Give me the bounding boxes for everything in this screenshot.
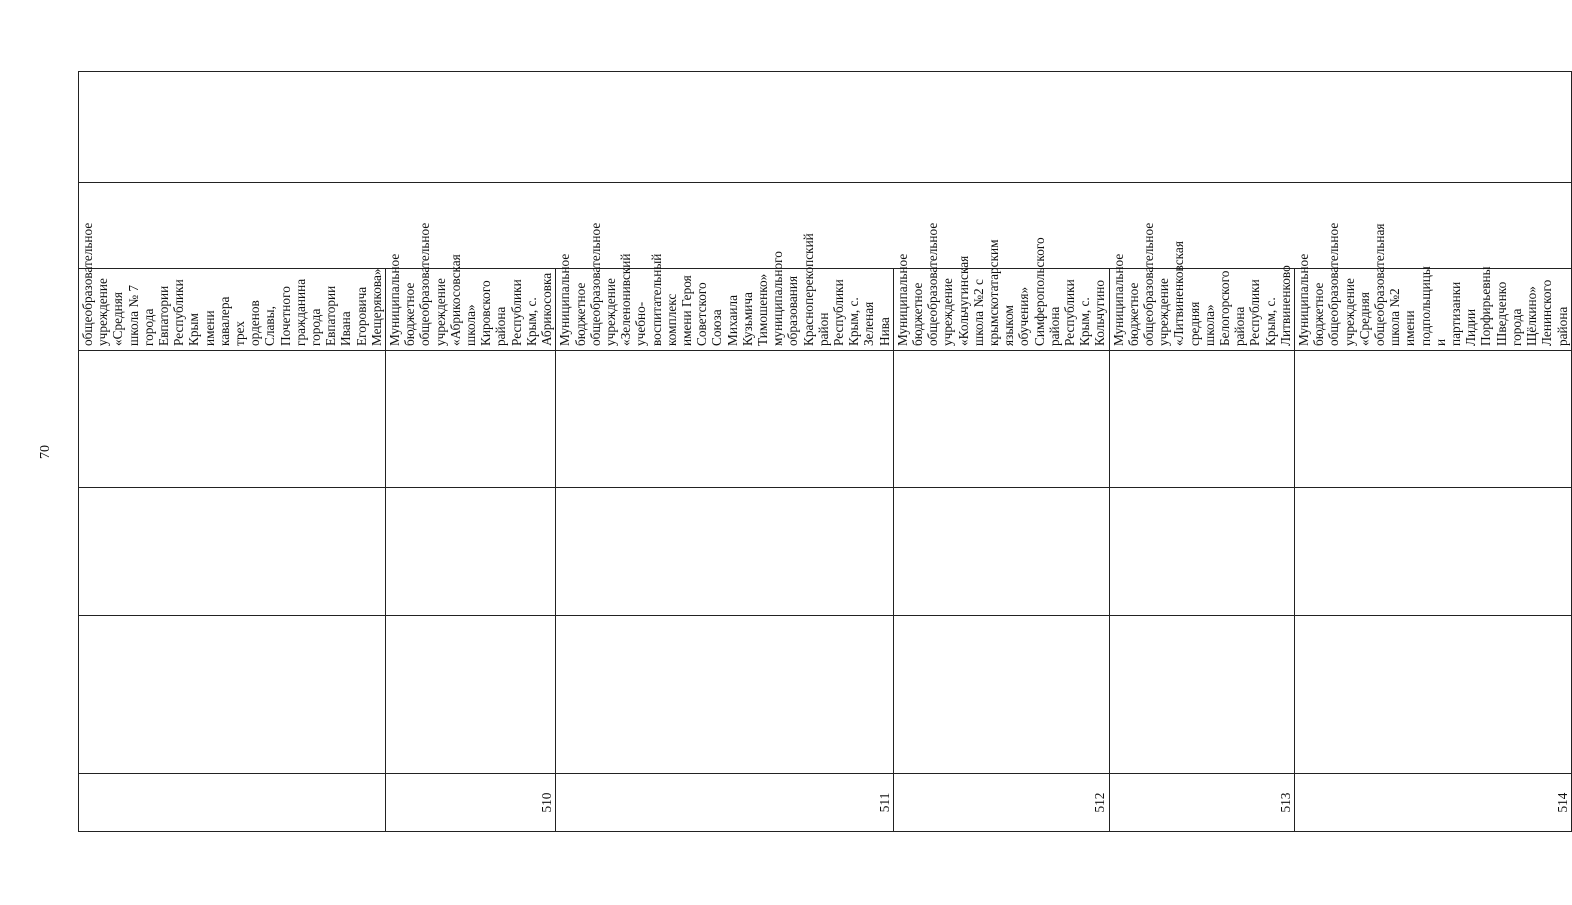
empty-cell [79, 616, 386, 774]
empty-cell [386, 351, 556, 488]
rotated-table-wrapper [78, 72, 1570, 832]
empty-cell [1295, 488, 1572, 616]
empty-cell [79, 488, 386, 616]
empty-cell [893, 616, 1109, 774]
row-number: 511 [556, 774, 893, 832]
institution-name: общеобразовательное учреждение «Средняя школа № 7 города Евпатории Республики Крым имени кавалера трех орденов Славы, Почетного гражданина города Евпатории Ивана Егоровича Мещерякова» [79, 269, 386, 351]
row-number: 514 [1295, 774, 1572, 832]
empty-cell [893, 351, 1109, 488]
institution-name: Муниципальное бюджетное общеобразовательное учреждение «Литвиненковская средняя школа» Белогорского района Республики Крым, с. Литвиненково [1109, 269, 1294, 351]
row-number: 512 [893, 774, 1109, 832]
page-number: 70 [38, 445, 53, 459]
empty-cell [556, 488, 893, 616]
empty-cell [1109, 488, 1294, 616]
empty-cell [1109, 351, 1294, 488]
registry-table [78, 71, 1572, 832]
empty-cell [386, 488, 556, 616]
row-number: 510 [386, 774, 556, 832]
empty-cell [386, 616, 556, 774]
empty-cell [556, 351, 893, 488]
empty-cell [1295, 616, 1572, 774]
empty-cell [1109, 616, 1294, 774]
table-row [79, 72, 386, 832]
empty-cell [556, 616, 893, 774]
institution-name: Муниципальное бюджетное общеобразовательное учреждение «Средняя общеобразовательная школа №2 имени подпольщицы и партизанки Лидии Порфирьевны Шведченко города Щёлкино» Ленинского района [1295, 269, 1572, 351]
empty-cell [893, 488, 1109, 616]
empty-cell [1295, 351, 1572, 488]
institution-name: Муниципальное бюджетное общеобразовательное учреждение «Абрикосовская школа» Кировского района Республики Крым, с. Абрикосовка [386, 269, 556, 351]
empty-cell [79, 72, 1572, 183]
institution-name: Муниципальное бюджетное общеобразовательное учреждение «Кольчугинская школа №2 с крымскотатарским языком обучения» Симферопольского района Республики Крым, с. Кольчугино [893, 269, 1109, 351]
row-number [79, 774, 386, 832]
empty-cell [79, 351, 386, 488]
empty-cell [79, 183, 1572, 269]
institution-name: Муниципальное бюджетное общеобразовательное учреждение «Зеленонивский учебно-воспитательный комплекс имени Героя Советского Союза Михаила Кузьмича Тимошенко» муниципального образования Красноперекопский район Республики Крым, с. Зеленая Нива [556, 269, 893, 351]
row-number: 513 [1109, 774, 1294, 832]
